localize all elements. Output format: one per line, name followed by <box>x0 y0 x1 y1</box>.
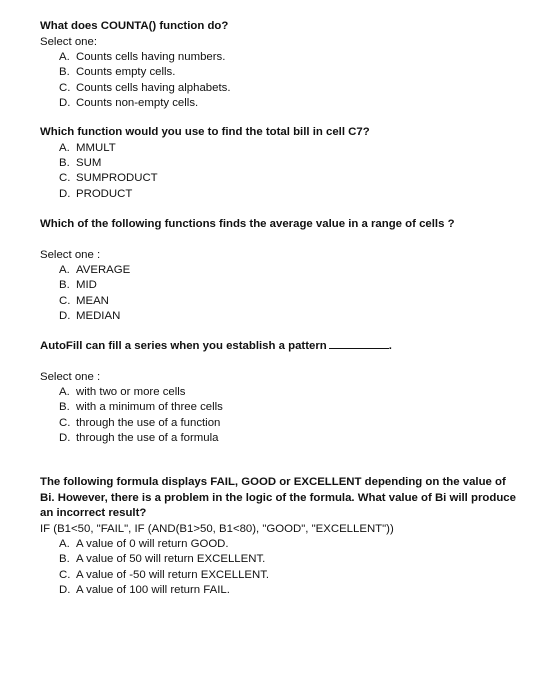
question-2-options <box>40 141 518 203</box>
question-4-options <box>40 385 518 447</box>
option-text: A value of 100 will return FAIL. <box>76 584 230 597</box>
question-4-text: AutoFill can fill a series when you establish a pattern <box>40 340 327 352</box>
option-letter: D. <box>59 432 71 445</box>
option-letter: D. <box>59 310 71 323</box>
question-1 <box>40 19 518 112</box>
option-text: through the use of a function <box>76 416 221 429</box>
option-c[interactable] <box>40 568 518 583</box>
option-b[interactable] <box>40 65 518 80</box>
option-letter: B. <box>59 401 70 414</box>
option-letter: C. <box>59 294 71 307</box>
option-letter: C. <box>59 81 71 94</box>
option-letter: A. <box>59 264 70 276</box>
option-text: with two or more cells <box>76 386 186 398</box>
option-letter: B. <box>59 156 70 169</box>
option-c[interactable] <box>40 294 518 309</box>
question-4-select-label: Select one : <box>40 370 101 383</box>
option-text: Counts non-empty cells. <box>76 97 199 110</box>
option-text: with a minimum of three cells <box>76 401 223 414</box>
option-d[interactable] <box>40 96 518 111</box>
option-letter: A. <box>59 538 70 550</box>
question-3-options <box>40 263 518 325</box>
option-letter: C. <box>59 416 71 429</box>
option-a[interactable] <box>40 537 518 552</box>
question-4-text-end: . <box>388 340 392 352</box>
option-b[interactable] <box>40 278 518 293</box>
question-2-text: Which function would you use to find the total bill in cell C7? <box>40 126 370 138</box>
option-text: PRODUCT <box>76 187 133 200</box>
option-text: SUMPRODUCT <box>76 172 158 185</box>
question-1-text: What does COUNTA() function do? <box>40 20 229 32</box>
question-5-options <box>40 537 518 599</box>
option-d[interactable] <box>40 309 518 324</box>
question-4-text-line <box>40 339 518 355</box>
option-d[interactable] <box>40 431 518 446</box>
option-d[interactable] <box>40 187 518 202</box>
question-1-options <box>40 50 518 112</box>
question-5-text: The following formula displays FAIL, GOOD or EXCELLENT depending on the value of Bi. However, there is a problem in the logic of the formula. What value of Bi will produce an incorrect result? <box>40 476 516 519</box>
option-letter: C. <box>59 172 71 185</box>
question-3 <box>40 217 518 325</box>
option-a[interactable] <box>40 141 518 156</box>
fill-in-blank <box>329 339 389 349</box>
question-4 <box>40 339 518 447</box>
option-text: A value of 50 will return EXCELLENT. <box>76 553 266 566</box>
option-c[interactable] <box>40 171 518 186</box>
option-b[interactable] <box>40 156 518 171</box>
option-text: MID <box>76 279 97 292</box>
question-3-text: Which of the following functions finds the average value in a range of cells ? <box>40 218 455 230</box>
option-letter: D. <box>59 97 71 110</box>
option-b[interactable] <box>40 400 518 415</box>
option-b[interactable] <box>40 552 518 567</box>
option-letter: A. <box>59 386 70 398</box>
question-3-select-label: Select one : <box>40 248 101 261</box>
option-a[interactable] <box>40 50 518 65</box>
option-text: Counts empty cells. <box>76 66 176 79</box>
option-text: A value of 0 will return GOOD. <box>76 538 229 550</box>
option-letter: A. <box>59 51 70 63</box>
formula-text: IF (B1<50, "FAIL", IF (AND(B1>50, B1<80), "GOOD", "EXCELLENT")) <box>40 522 394 535</box>
option-c[interactable] <box>40 81 518 96</box>
option-text: Counts cells having numbers. <box>76 51 226 63</box>
option-d[interactable] <box>40 583 518 598</box>
option-letter: A. <box>59 141 70 154</box>
option-text: A value of -50 will return EXCELLENT. <box>76 568 270 581</box>
option-text: Counts cells having alphabets. <box>76 81 231 94</box>
option-letter: D. <box>59 584 71 597</box>
option-text: AVERAGE <box>76 264 131 276</box>
question-1-select-label: Select one: <box>40 35 97 48</box>
option-text: MEAN <box>76 294 109 307</box>
option-letter: D. <box>59 187 71 200</box>
option-letter: B. <box>59 66 70 79</box>
option-letter: B. <box>59 553 70 566</box>
question-5 <box>40 475 518 599</box>
option-text: through the use of a formula <box>76 432 219 445</box>
option-letter: C. <box>59 568 71 581</box>
option-text: MMULT <box>76 141 116 154</box>
option-text: MEDIAN <box>76 310 121 323</box>
question-2 <box>40 125 518 202</box>
option-c[interactable] <box>40 416 518 431</box>
option-a[interactable] <box>40 385 518 400</box>
option-a[interactable] <box>40 263 518 278</box>
option-text: SUM <box>76 156 102 169</box>
option-letter: B. <box>59 279 70 292</box>
